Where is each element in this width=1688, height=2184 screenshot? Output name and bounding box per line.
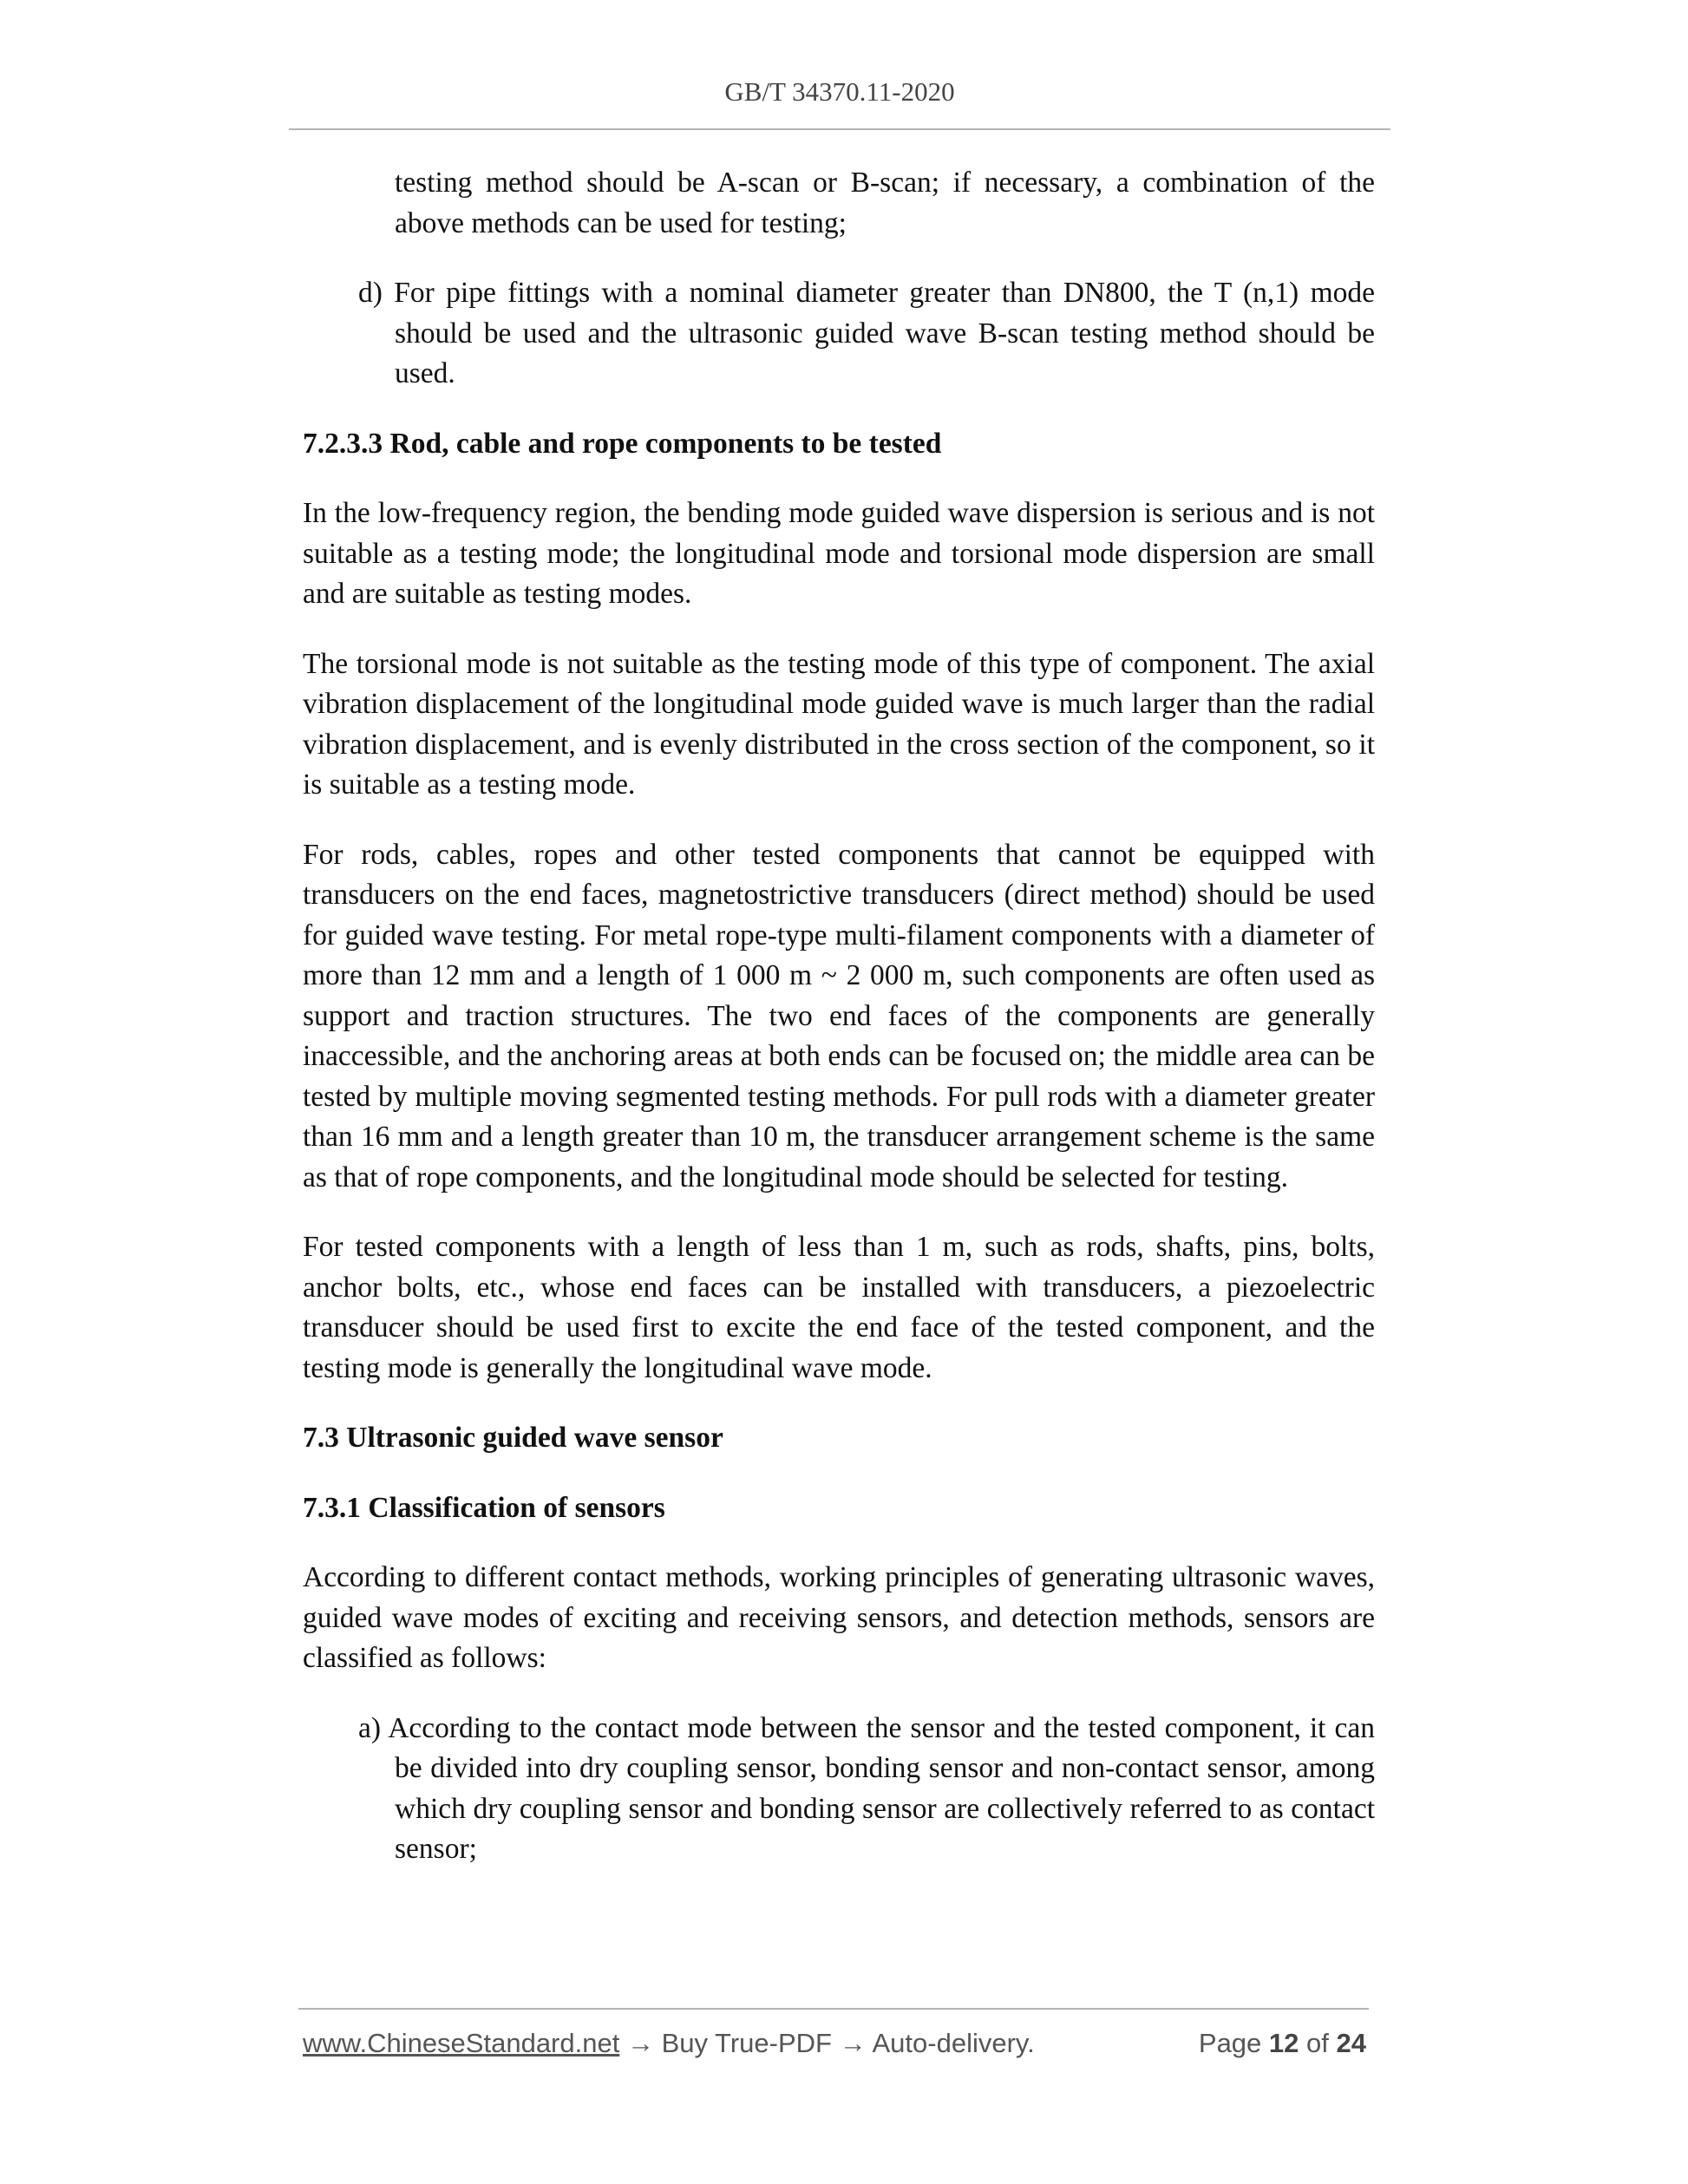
- buy-true-pdf-text: Buy True-PDF: [661, 2028, 832, 2058]
- page-total: 24: [1336, 2028, 1366, 2058]
- page-of-label: of: [1306, 2028, 1329, 2058]
- arrow-right-icon: →: [839, 2028, 867, 2058]
- paragraph-short-components: For tested components with a length of less than 1 m, such as rods, shafts, pins, bolts, anchor bolts, etc., whose end faces can be installed with transducers, a piezoelectric transducer should be used first to excite the end face of the tested component, and the testing mode is generally the longitudinal wave mode.: [303, 1231, 1375, 1384]
- paragraph-torsional-mode: The torsional mode is not suitable as the testing mode of this type of component. The axial vibration displacement of the longitudinal mode guided wave is much larger than the radial vibration displacement, and is evenly distributed in the cross section of the component, so it is suitable as a testing mode.: [303, 647, 1375, 801]
- section-heading-7-3: 7.3 Ultrasonic guided wave sensor: [303, 1422, 723, 1454]
- section-heading-7-3-1: 7.3.1 Classification of sensors: [303, 1491, 665, 1524]
- page-current: 12: [1268, 2028, 1299, 2058]
- auto-delivery-text: Auto-delivery.: [872, 2028, 1035, 2058]
- arrow-right-icon: →: [626, 2028, 654, 2058]
- document-header: GB/T 34370.11-2020: [724, 76, 955, 107]
- paragraph-continuation: testing method should be A-scan or B-scan; if necessary, a combination of the above methods can be used for testing;: [395, 167, 1375, 239]
- list-item-a: a) According to the contact mode between the sensor and the tested component, it can be divided into dry coupling sensor, bonding sensor and non-contact sensor, among which dry coupling sensor and bonding sensor are collectively referred to as contact sensor;: [358, 1711, 1375, 1865]
- page-footer: [303, 2028, 1366, 2066]
- document-body: [303, 163, 1375, 1900]
- paragraph-classification: According to different contact methods, working principles of generating ultrasonic waves, guided wave modes of exciting and receiving sensors, and detection methods, sensors are classified as follows:: [303, 1561, 1375, 1674]
- page-label: Page: [1198, 2028, 1262, 2058]
- footer-divider: [298, 2008, 1369, 2010]
- section-heading-7-2-3-3: 7.2.3.3 Rod, cable and rope components to be tested: [303, 427, 942, 460]
- header-divider: [289, 128, 1390, 130]
- paragraph-low-frequency: In the low-frequency region, the bending mode guided wave dispersion is serious and is not suitable as a testing mode; the longitudinal mode and torsional mode dispersion are small and are suitable as testing modes.: [303, 497, 1375, 610]
- site-link[interactable]: www.ChineseStandard.net: [303, 2028, 620, 2058]
- paragraph-rods-cables: For rods, cables, ropes and other tested components that cannot be equipped with transducers on the end faces, magnetostrictive transducers (direct method) should be used for guided wave testing. For metal rope-type multi-filament components with a diameter of more than 12 mm and a length of 1 000 m ~ 2 000 m, such components are often used as support and traction structures. The two end faces of the components are generally inaccessible, and the anchoring areas at both ends can be focused on; the middle area can be tested by multiple moving segmented testing methods. For pull rods with a diameter greater than 16 mm and a length greater than 10 m, the transducer arrangement scheme is the same as that of rope components, and the longitudinal mode should be selected for testing.: [303, 838, 1375, 1193]
- page-indicator: [1199, 2028, 1366, 2059]
- list-item-d: d) For pipe fittings with a nominal diameter greater than DN800, the T (n,1) mode should be used and the ultrasonic guided wave B-scan testing method should be used.: [358, 277, 1375, 389]
- footer-promo: [303, 2028, 1035, 2059]
